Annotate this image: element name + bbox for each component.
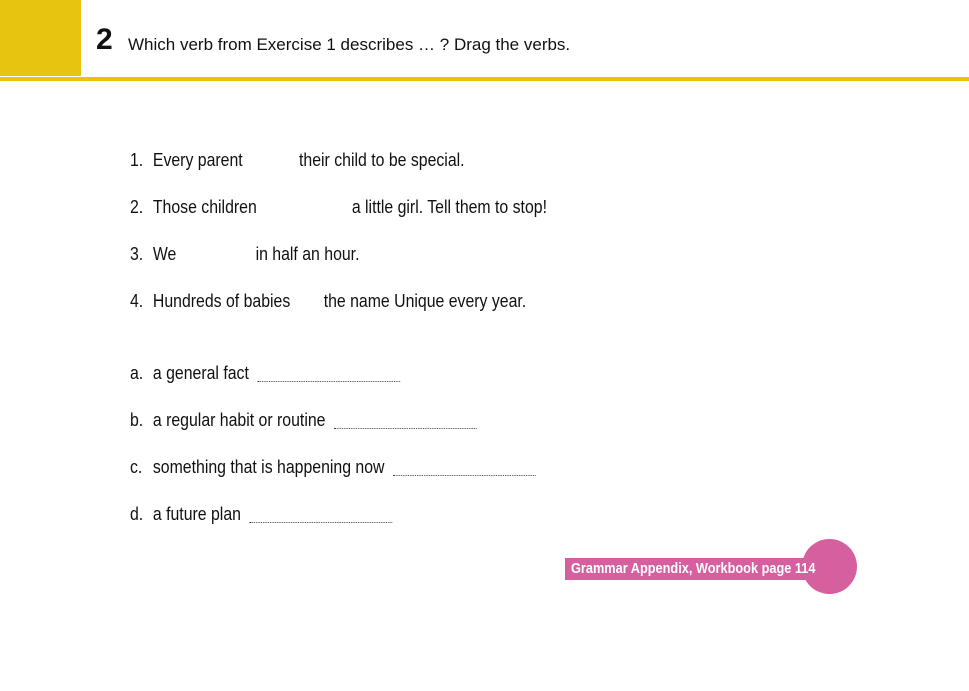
sentence-text-after: a little girl. Tell them to stop! [351, 197, 547, 217]
description-label: d. [130, 504, 144, 524]
drop-gap-2[interactable] [257, 199, 352, 217]
description-label: a. [130, 363, 144, 383]
header-divider [0, 77, 969, 81]
sentence-text-after: in half an hour. [255, 244, 360, 264]
sentence-text-before: Those children [152, 197, 257, 217]
sentence-number: 1. [130, 150, 144, 170]
header-accent-block [0, 0, 81, 76]
description-text: a regular habit or routine [152, 410, 326, 430]
drop-gap-4[interactable] [290, 293, 323, 311]
description-text: a future plan [152, 504, 241, 524]
description-text: something that is happening now [152, 457, 385, 477]
exercise-header [0, 0, 969, 84]
grammar-reference-link[interactable]: Grammar Appendix, Workbook page 114 [571, 560, 816, 577]
exercise-instruction: Which verb from Exercise 1 describes … ? Drag the verbs. [128, 35, 571, 54]
drop-gap-1[interactable] [243, 152, 299, 170]
answer-drop-line-b[interactable] [334, 427, 477, 429]
sentence-number: 2. [130, 197, 144, 217]
exercise-number: 2 [96, 23, 113, 56]
sentence-text-before: We [152, 244, 177, 264]
answer-drop-line-a[interactable] [258, 380, 401, 382]
description-d [130, 501, 392, 527]
sentence-number: 4. [130, 291, 144, 311]
description-b [130, 407, 477, 433]
sentence-text-before: Every parent [152, 150, 243, 170]
description-label: c. [130, 457, 143, 477]
sentence-text-before: Hundreds of babies [152, 291, 291, 311]
description-text: a general fact [152, 363, 249, 383]
description-label: b. [130, 410, 144, 430]
drop-gap-3[interactable] [176, 246, 255, 264]
sentence-text-after: their child to be special. [299, 150, 465, 170]
answer-drop-line-d[interactable] [250, 521, 393, 523]
description-c [130, 454, 536, 480]
sentence-3 [130, 241, 359, 267]
sentence-1 [130, 147, 465, 173]
description-a [130, 360, 400, 386]
sentence-number: 3. [130, 244, 144, 264]
sentence-2 [130, 194, 547, 220]
answer-drop-line-c[interactable] [393, 474, 536, 476]
sentence-text-after: the name Unique every year. [323, 291, 527, 311]
sentence-4 [130, 288, 526, 314]
